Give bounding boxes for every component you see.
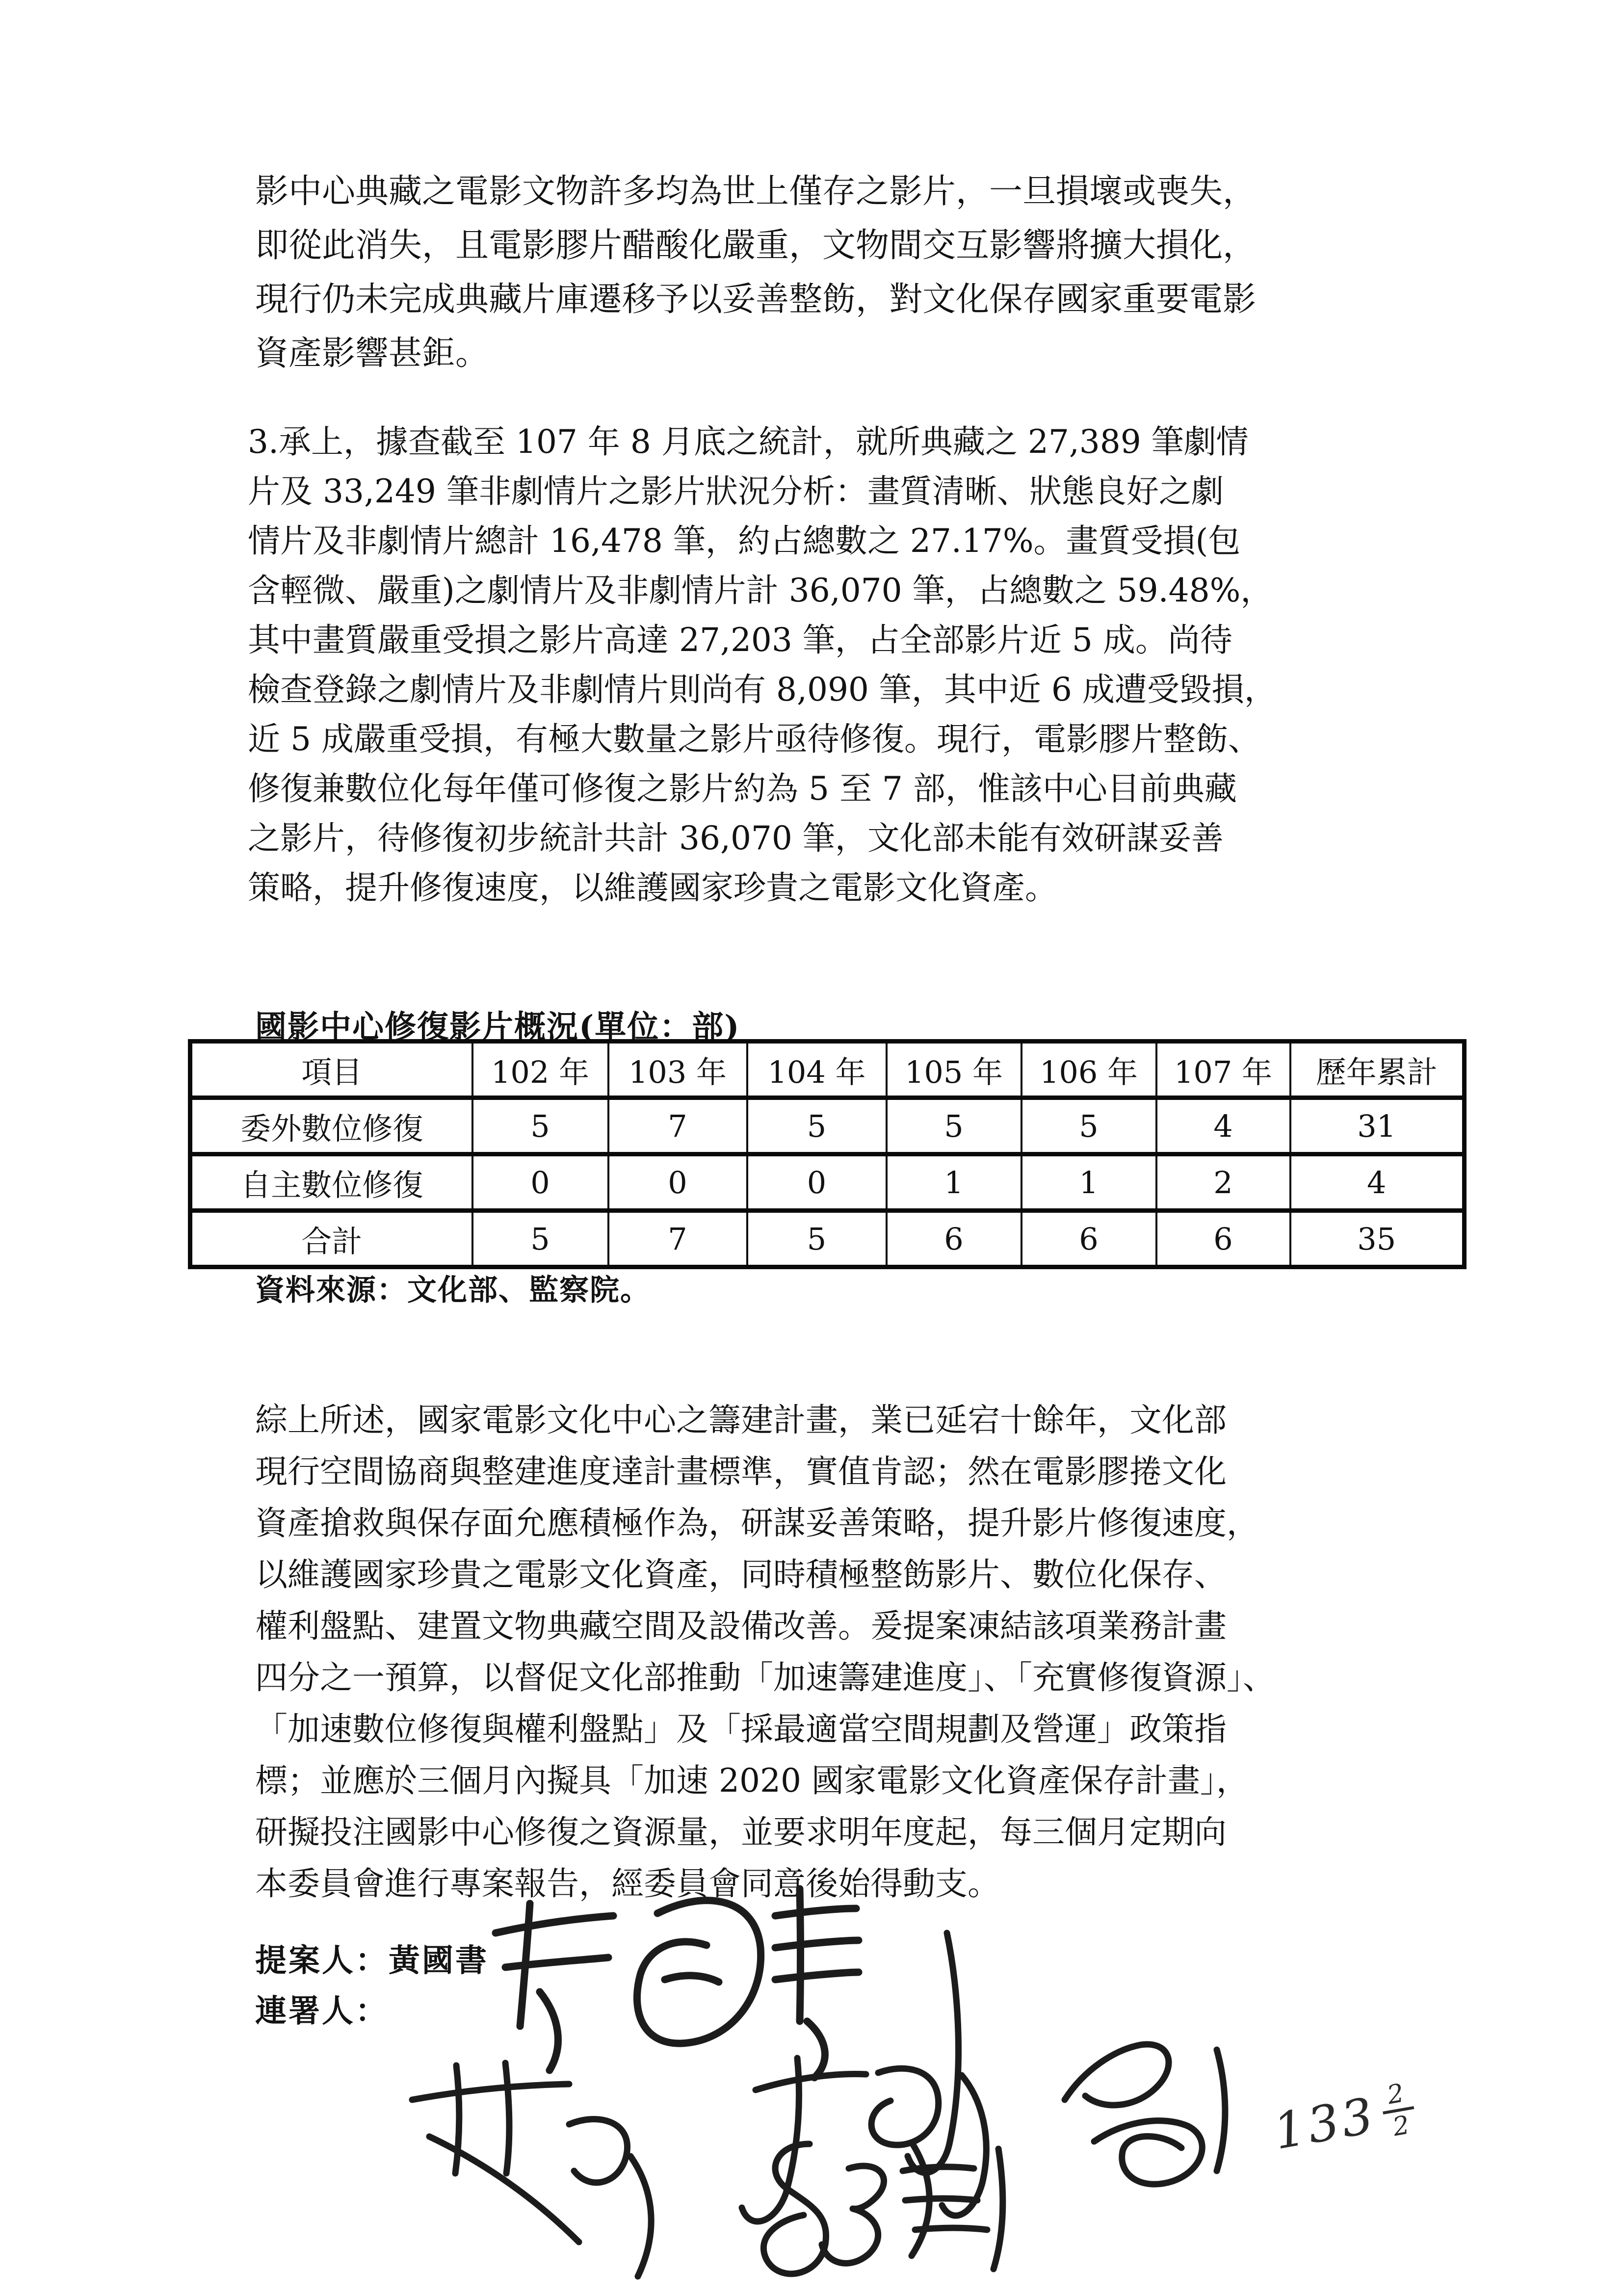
text-line: 標；並應於三個月內擬具「加速 2020 國家電影文化資產保存計畫」，	[255, 1762, 1249, 1800]
table-cell: 4	[1290, 1154, 1465, 1211]
page-number-fraction	[1378, 2079, 1419, 2141]
text-line: 以維護國家珍貴之電影文化資產，同時積極整飭影片、數位化保存、	[255, 1556, 1227, 1593]
handwritten-signatures	[383, 1869, 1246, 2296]
proposer-label: 提案人：黃國書	[255, 1942, 489, 1979]
table-cell: 5	[472, 1211, 608, 1267]
text-line: 近 5 成嚴重受損，有極大數量之影片亟待修復。現行，電影膠片整飭、	[248, 720, 1260, 758]
text-line: 現行空間協商與整建進度達計畫標準，實值肯認；然在電影膠捲文化	[255, 1453, 1227, 1490]
column-header-y106: 106 年	[1022, 1042, 1156, 1098]
table-cell: 5	[887, 1098, 1022, 1154]
table-row-total	[190, 1211, 1465, 1267]
column-header-y102: 102 年	[472, 1042, 608, 1098]
table-header-row	[190, 1042, 1465, 1098]
table-cell: 0	[472, 1154, 608, 1211]
table-row-outsourced	[190, 1098, 1465, 1154]
text-line: 策略，提升修復速度，以維護國家珍貴之電影文化資產。	[248, 869, 1057, 907]
text-line: 資產搶救與保存面允應積極作為，研謀妥善策略，提升影片修復速度，	[255, 1504, 1259, 1542]
cosigner-label: 連署人：	[255, 1993, 389, 2030]
text-line: 即從此消失，且電影膠片醋酸化嚴重，文物間交互影響將擴大損化，	[255, 226, 1257, 265]
text-line: 3.承上，據查截至 107 年 8 月底之統計，就所典藏之 27,389 筆劇情	[248, 423, 1249, 461]
table-cell: 35	[1290, 1211, 1465, 1267]
table-cell: 6	[1022, 1211, 1156, 1267]
table-cell: 0	[747, 1154, 887, 1211]
proposer-signature	[496, 1889, 859, 2078]
page-fraction-denominator: 2	[1390, 2110, 1412, 2142]
table-cell: 4	[1156, 1098, 1290, 1154]
row-label: 委外數位修復	[190, 1098, 472, 1154]
cosigner-signature-3	[1065, 2044, 1225, 2184]
paragraph-item-3-statistics	[248, 417, 1411, 913]
table-cell: 5	[472, 1098, 608, 1154]
table-cell: 0	[608, 1154, 747, 1211]
column-header-y104: 104 年	[747, 1042, 887, 1098]
text-line: 情片及非劇情片總計 16,478 筆，約占總數之 27.17%。畫質受損(包	[248, 522, 1241, 560]
text-line: 片及 33,249 筆非劇情片之影片狀況分析：畫質清晰、狀態良好之劇	[248, 472, 1224, 510]
column-header-y103: 103 年	[608, 1042, 747, 1098]
page-number-whole: 133	[1269, 2086, 1381, 2161]
table-cell: 7	[608, 1098, 747, 1154]
signature-tail-stroke	[908, 1933, 959, 2173]
data-source-note: 資料來源：文化部、監察院。	[255, 1273, 651, 1307]
table-cell: 6	[887, 1211, 1022, 1267]
text-line: 四分之一預算，以督促文化部推動「加速籌建進度」、「充實修復資源」、	[255, 1659, 1275, 1696]
text-line: 資產影響甚鉅。	[255, 334, 489, 373]
column-header-total: 歷年累計	[1290, 1042, 1465, 1098]
text-line: 現行仍未完成典藏片庫遷移予以妥善整飭，對文化保存國家重要電影	[255, 280, 1257, 319]
table-cell: 1	[887, 1154, 1022, 1211]
text-line: 含輕微、嚴重)之劇情片及非劇情片計 36,070 筆，占總數之 59.48%，	[248, 572, 1273, 609]
text-line: 綜上所述，國家電影文化中心之籌建計畫，業已延宕十餘年，文化部	[255, 1401, 1227, 1439]
table-cell: 6	[1156, 1211, 1290, 1267]
text-line: 本委員會進行專案報告，經委員會同意後始得動支。	[255, 1865, 1000, 1903]
text-line: 其中畫質嚴重受損之影片高達 27,203 筆，占全部影片近 5 成。尚待	[248, 621, 1232, 659]
text-line: 權利盤點、建置文物典藏空間及設備改善。爰提案凍結該項業務計畫	[255, 1607, 1227, 1645]
table-cell: 5	[1022, 1098, 1156, 1154]
handwritten-page-number	[1269, 2079, 1419, 2161]
text-line: 「加速數位修復與權利盤點」及「採最適當空間規劃及營運」政策指	[255, 1710, 1227, 1748]
row-label: 自主數位修復	[190, 1154, 472, 1211]
text-line: 修復兼數位化每年僅可修復之影片約為 5 至 7 部，惟該中心目前典藏	[248, 770, 1237, 808]
text-line: 影中心典藏之電影文物許多均為世上僅存之影片，一旦損壞或喪失，	[255, 172, 1257, 211]
table-cell: 2	[1156, 1154, 1290, 1211]
table-title: 國影中心修復影片概況(單位：部)	[255, 1009, 740, 1045]
paragraph-conclusion	[255, 1394, 1418, 1909]
table-cell: 31	[1290, 1098, 1465, 1154]
table-cell: 7	[608, 1211, 747, 1267]
paragraph-film-artifacts	[255, 165, 1418, 381]
text-line: 研擬投注國影中心修復之資源量，並要求明年度起，每三個月定期向	[255, 1813, 1227, 1851]
text-line: 檢查登錄之劇情片及非劇情片則尚有 8,090 筆，其中近 6 成遭受毀損，	[248, 671, 1277, 708]
table-row-inhouse	[190, 1154, 1465, 1211]
page-fraction-numerator: 2	[1385, 2078, 1406, 2111]
table-cell: 1	[1022, 1154, 1156, 1211]
column-header-y105: 105 年	[887, 1042, 1022, 1098]
row-label: 合計	[190, 1211, 472, 1267]
text-line: 之影片，待修復初步統計共計 36,070 筆，文化部未能有效研謀妥善	[248, 819, 1224, 857]
table-cell: 5	[747, 1098, 887, 1154]
table-cell: 5	[747, 1211, 887, 1267]
cosigner-signature-1	[412, 2063, 651, 2276]
restoration-statistics-table	[188, 1039, 1467, 1269]
column-header-item: 項目	[190, 1042, 472, 1098]
column-header-y107: 107 年	[1156, 1042, 1290, 1098]
